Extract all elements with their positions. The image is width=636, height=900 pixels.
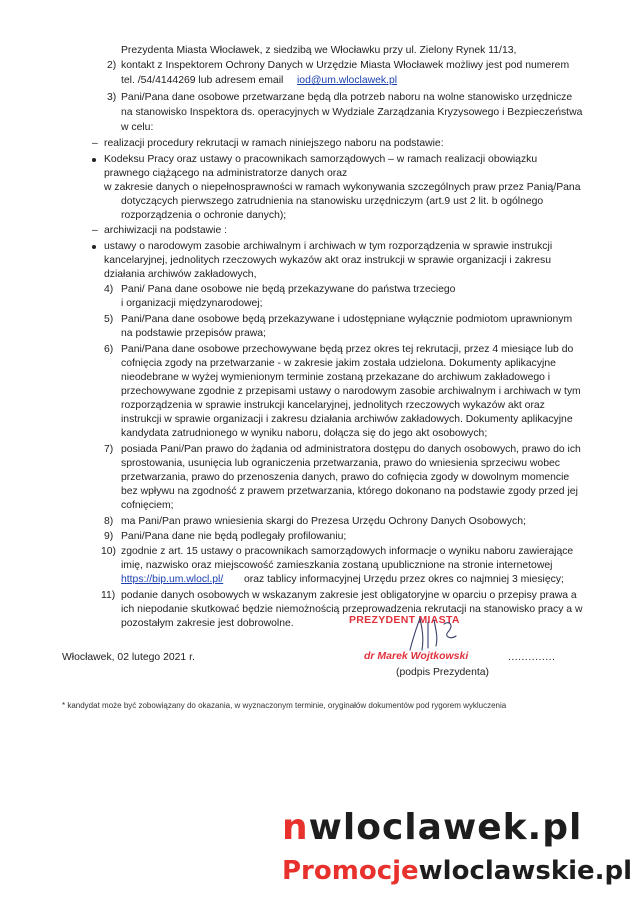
- watermark-site-rest: wloclawek.pl: [308, 807, 583, 848]
- text-line: imię, nazwisko oraz miejscowość zamieszkania zostaną upublicznione na stronie internetowej: [121, 560, 553, 571]
- text-line: Kodeksu Pracy oraz ustawy o pracownikach samorządowych – w ramach realizacji obowiązku: [104, 154, 538, 165]
- text-line: w zakresie danych o niepełnosprawności w ramach wykonywania szczególnych praw przez Panią/Pana: [104, 182, 581, 193]
- text-line: instrukcji w sprawie organizacji i zakresu działania archiwów zakładowych. Dokumenty aplikacyjne: [121, 414, 573, 425]
- text-line: kontakt z Inspektorem Ochrony Danych w Urzędzie Miasta Włocławek możliwy jest pod numerem: [121, 60, 570, 71]
- footnote: * kandydat może być zobowiązany do okazania, w wyznaczonym terminie, oryginałów dokumentów pod rygorem wykluczenia: [62, 701, 507, 710]
- text-line: rozporządzenia w sprawie instrukcji kancelaryjnej, jednolitych rzeczowych wykazów akt oraz: [121, 400, 545, 411]
- text-line: prawnego ciążącego na administratorze danych oraz: [104, 168, 348, 179]
- text-line: pozostałym zakresie jest dobrowolne.: [121, 618, 294, 629]
- mayor-stamp-name: dr Marek Wojtkowski: [364, 650, 469, 662]
- text-line: cofnięciem;: [121, 500, 174, 511]
- watermark-line1: [282, 808, 582, 848]
- text-line: ma Pani/Pan prawo wniesienia skargi do Prezesa Urzędu Ochrony Danych Osobowych;: [121, 516, 526, 527]
- item-number: 5): [104, 314, 114, 325]
- item-number: 10): [101, 546, 117, 557]
- text-line: cofnięcia zgody na przetwarzanie - w zakresie jakim została udzielona. Dokumenty aplikacyjne: [121, 358, 556, 369]
- text-line: działania archiwów zakładowych,: [104, 269, 257, 280]
- text-line: przechowywane zgodnie z przepisami ustawy o narodowym zasobie archiwalnym i archiwach w tym: [121, 386, 581, 397]
- text-line: nieodebrane w wyżej wymienionym terminie zostaną przekazane do archiwum zakładowego i: [121, 372, 551, 383]
- text-line: na podstawie przepisów prawa;: [121, 328, 266, 339]
- text-line: zgodnie z art. 15 ustawy o pracownikach samorządowych informacje o wyniku naboru zawierające: [121, 546, 574, 557]
- text-line: na stanowisko Inspektora ds. operacyjnych w Wydziale Zarządzania Kryzysowego i Bezpieczeństwa: [121, 107, 583, 118]
- dash-marker: –: [92, 138, 98, 149]
- bullet-dot: [92, 245, 96, 249]
- text-line: kandydata zatrudnionego w wyniku naboru, dołącza się do jego akt osobowych;: [121, 428, 488, 439]
- text-line: Pani/ Pana dane osobowe nie będą przekazywane do państwa trzeciego: [121, 284, 456, 295]
- text-line: realizacji procedury rekrutacji w ramach niniejszego naboru na podstawie:: [104, 138, 444, 149]
- dash-marker: –: [92, 225, 98, 236]
- signature-dots: ..............: [508, 652, 556, 663]
- watermark-part1: Promocje: [282, 856, 419, 886]
- text-line: dotyczących pierwszego zatrudnienia na stanowisku urzędniczym (art.9 ust 2 lit. b ogólnego: [121, 196, 544, 207]
- watermark-site: [282, 807, 582, 848]
- text-line: przetwarzania, prawo do przenoszenia danych, prawo do cofnięcia zgody w dowolnym momencie: [121, 472, 570, 483]
- text-line: kancelaryjnej, jednolitych rzeczowych wykazów akt oraz instrukcji w sprawie organizacji i zakresu: [104, 255, 551, 266]
- watermark-site-initial: n: [282, 807, 309, 848]
- text-line: Prezydenta Miasta Włocławek, z siedzibą we Włocławku przy ul. Zielony Rynek 11/13,: [121, 45, 517, 56]
- text-line: Pani/Pana dane osobowe przetwarzane będą dla potrzeb naboru na wolne stanowisko urzędnicze: [121, 92, 573, 103]
- text-line: ich niepodanie skutkować będzie niemożnością przeprowadzenia rekrutacji na stanowisko pracy a w: [121, 604, 583, 615]
- watermark-line2: [282, 856, 632, 886]
- item-number: 9): [104, 531, 114, 542]
- text-line: ustawy o narodowym zasobie archiwalnym i archiwach w tym rozporządzenia w sprawie instrukcji: [104, 241, 553, 252]
- signature-caption: (podpis Prezydenta): [396, 667, 489, 678]
- text-line: Pani/Pana dane osobowe przechowywane będą przez okres tej rekrutacji, przez 4 miesiące lub do: [121, 344, 574, 355]
- email-link[interactable]: iod@um.wloclawek.pl: [297, 75, 398, 86]
- text-line: sprostowania, usunięcia lub ograniczenia przetwarzania, prawo do wniesienia sprzeciwu wobec: [121, 458, 560, 469]
- text-line: i organizacji międzynarodowej;: [121, 298, 263, 309]
- bip-link[interactable]: https://bip.um.wlocl.pl/: [121, 574, 224, 585]
- text-line: oraz tablicy informacyjnej Urzędu przez okres co najmniej 3 miesięcy;: [244, 574, 564, 585]
- item-number: 8): [104, 516, 114, 527]
- item-number: 11): [101, 590, 116, 601]
- text-line: rozporządzenia o ochronie danych);: [121, 210, 287, 221]
- text-line: Pani/Pana dane osobowe będą przekazywane i udostępniane wyłącznie podmiotom uprawnionym: [121, 314, 573, 325]
- bullet-dot: [92, 158, 96, 162]
- item-number: 6): [104, 344, 114, 355]
- date-place: Włocławek, 02 lutego 2021 r.: [62, 652, 195, 663]
- text-line: Pani/Pana dane nie będą podlegały profilowaniu;: [121, 531, 347, 542]
- text-line: posiada Pani/Pan prawo do żądania od administratora dostępu do danych osobowych, prawo do ich: [121, 444, 581, 455]
- text-line: archiwizacji na podstawie :: [104, 225, 228, 236]
- watermark-part2: wloclawskie.pl: [418, 856, 633, 886]
- mayor-stamp-title: PREZYDENT MIASTA: [349, 614, 460, 626]
- text-line: tel. /54/4144269 lub adresem email: [121, 75, 284, 86]
- text-line: w celu:: [121, 122, 154, 133]
- text-line: podanie danych osobowych w wskazanym zakresie jest obligatoryjne w oparciu o przepisy prawa a: [121, 590, 577, 601]
- item-number: 2): [107, 60, 117, 71]
- item-number: 4): [104, 284, 114, 295]
- item-number: 7): [104, 444, 114, 455]
- item-number: 3): [107, 92, 117, 103]
- text-line: bez wpływu na zgodność z prawem przetwarzania, którego dokonano na podstawie zgody przed jej: [121, 486, 578, 497]
